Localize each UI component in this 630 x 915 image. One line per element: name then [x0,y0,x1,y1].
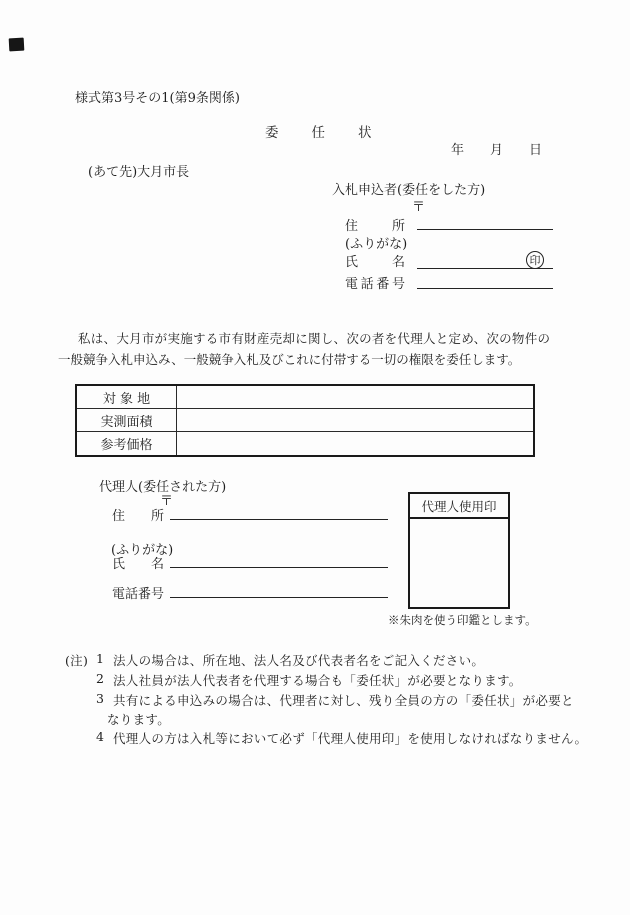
title-char: 委 [265,125,279,141]
table-row-label: 対 象 地 [77,386,177,409]
document-title [265,121,372,141]
phone-label-text: 電話番号 [112,587,165,602]
seal-stamp-char: 印 [529,254,541,267]
applicant-address-line [417,228,553,230]
table-row-label: 実測面積 [77,409,177,432]
applicant-phone-line [417,287,553,289]
agent-name-label [112,553,164,572]
applicant-address-label [345,215,405,234]
title-char: 任 [311,125,325,141]
agent-heading: 代理人(委任された方) [99,480,227,495]
table-row-value [177,386,533,409]
phone-label-text: 電話番号 [345,277,405,292]
applicant-furigana-label: (ふりがな) [345,237,408,252]
agent-phone-label [112,583,164,602]
table-row-value [177,432,533,455]
addressee: (あて先)大月市長 [88,165,190,180]
table-row-value [177,409,533,432]
property-table [75,384,535,457]
table-row-label: 参考価格 [77,432,177,455]
agent-address-label [112,505,164,524]
postal-mark-icon: 〒 [412,200,426,215]
form-number: 様式第3号その1(第9条関係) [75,91,240,106]
name-label-text: 氏名 [345,255,405,270]
title-char: 状 [358,125,372,141]
note-text: 法人の場合は、所在地、法人名及び代表者名をご記入ください。 [113,653,485,668]
name-label-text: 氏名 [112,557,164,572]
note-text: 法人社員が法人代表者を代理する場合も「委任状」が必要となります。 [113,673,522,688]
address-label-text: 住所 [345,219,405,234]
agent-phone-line [170,596,388,598]
note-number: 2 [96,671,105,686]
agent-furigana-label: (ふりがな) [111,543,174,558]
agent-seal-box [408,492,510,609]
note-text: 共有による申込みの場合は、代理者に対し、残り全員の方の「委任状」が必要と [113,693,574,708]
date-line: 年 月 日 [451,143,543,158]
note-number: 3 [96,691,105,706]
agent-seal-box-area [410,519,508,609]
note-text-continuation: なります。 [107,712,171,727]
agent-seal-box-title: 代理人使用印 [410,494,508,519]
agent-address-line [170,518,388,520]
address-label-text: 住所 [112,509,164,524]
note-number: 4 [96,729,105,744]
postal-mark-icon: 〒 [160,494,174,509]
note-number: 1 [96,651,105,666]
scan-artifact-mark [9,38,25,52]
delegation-statement: 私は、大月市が実施する市有財産売却に関し、次の者を代理人と定め、次の物件の一般競争入札申込み、一般競争入札及びこれに付帯する一切の権限を委任します。 [58,331,550,367]
notes-marker: (注) [65,653,89,668]
applicant-heading: 入札申込者(委任をした方) [332,183,486,198]
applicant-name-label [345,251,405,270]
note-text: 代理人の方は入札等において必ず「代理人使用印」を使用しなければなりません。 [113,731,588,746]
seal-note: ※朱肉を使う印鑑とします。 [388,613,537,627]
agent-name-line [170,566,388,568]
seal-stamp-icon [526,251,544,269]
applicant-phone-label [345,273,405,292]
